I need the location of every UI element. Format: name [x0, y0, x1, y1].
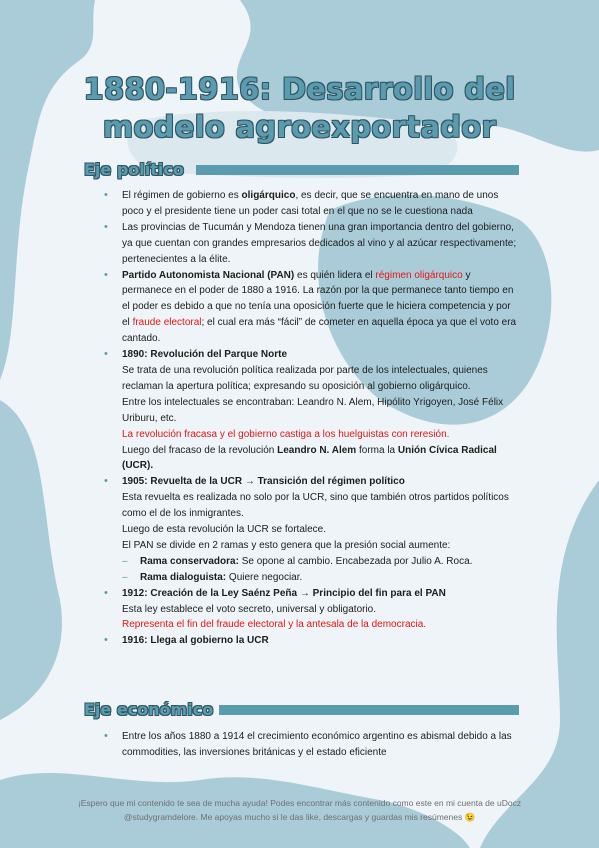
list-item: • Entre los años 1880 a 1914 el crecimiento económico argentino es abismal debido a las commodities, las inversiones británicas y el estado eficiente [104, 730, 512, 758]
section-divider-bar [196, 165, 519, 175]
political-content [104, 188, 519, 649]
section-header-economic [84, 698, 519, 722]
economic-content [104, 729, 519, 761]
bullet-icon: • [104, 348, 108, 361]
list-item: • Las provincias de Tucumán y Mendoza tienen una gran importancia dentro del gobierno, ya que cuentan con grandes empresarios dedicados al vino y al azúcar respectivamente; pertenecientes a la élite. [104, 220, 517, 265]
list-item: • 1905: Revuelta de la UCR → Transición del régimen político Esta revuelta es realizada no solo por la UCR, sino que también otros partidos políticos como el de los inmigrantes. Luego de esta revolución la UCR se fortalece. El PAN se divide en 2 ramas y esto genera que la presión social aumente: – Rama conservadora: Se opone al cambio. Encabezada por Julio A. Roca. – Rama dialoguista: Quiere negociar. [104, 474, 519, 585]
list-item: • 1912: Creación de la Ley Saénz Peña → Principio del fin para el PAN Esta ley establece el voto secreto, universal y obligatorio. Representa el fin del fraude electoral y la antesala de la democracia. [104, 586, 446, 631]
event-heading: 1905: Revuelta de la UCR → Transición del régimen político [122, 476, 405, 488]
title-line-1: 1880-1916: Desarrollo del [83, 72, 516, 106]
bullet-icon: • [104, 189, 108, 201]
list-item [104, 633, 519, 649]
event-heading: 1916: Llega al gobierno la UCR [122, 635, 269, 647]
event-heading: 1912: Creación de la Ley Saénz Peña → Principio del fin para el PAN [122, 587, 446, 599]
bullet-icon: • [104, 268, 108, 281]
footer-line-1: ¡Espero que mi contenido te sea de mucha ayuda! Podes encontrar más contenido como este en mi cuenta de uDocz [77, 798, 522, 808]
dash-icon: – [122, 555, 128, 567]
bullet-icon: • [104, 220, 108, 233]
sub-list-item: – Rama dialoguista: Quiere negociar. [122, 570, 519, 586]
sub-list [122, 554, 519, 586]
title-line-2: modelo agroexportador [102, 110, 497, 144]
section-divider-bar [219, 705, 519, 715]
page-title [40, 70, 559, 146]
list-item: • El régimen de gobierno es oligárquico, es decir, que se encuentra en mano de unos poco y el presidente tiene un poder casi total en el que no se le cuestiona nada [104, 189, 499, 217]
bullet-icon: • [104, 586, 108, 599]
event-heading: 1890: Revolución del Parque Norte [122, 349, 288, 361]
bullet-icon: • [104, 730, 108, 742]
section-header-political [84, 158, 519, 182]
dash-icon: – [122, 571, 128, 583]
footer-note [40, 796, 559, 824]
list-item: • Partido Autonomista Nacional (PAN) es quién lidera el régimen oligárquico y permanece en el poder de 1880 a 1916. La razón por la que permanece tanto tiempo en el poder es debido a que no tenía una oposición fuerte que le hiciera competencia y por el fraude electoral; el cual era más “fácil” de cometer en aquella época ya que el voto era cantado. [104, 268, 517, 345]
bullet-icon: • [104, 634, 108, 647]
footer-line-2: @studygramdelore. Me apoyas mucho si le das like, descargas y guardas mis resúmenes 😉 [123, 812, 476, 822]
bullet-icon: • [104, 475, 108, 488]
sub-list-item: – Rama conservadora: Se opone al cambio. Encabezada por Julio A. Roca. [122, 554, 519, 570]
list-item: • 1890: Revolución del Parque Norte Se trata de una revolución política realizada por parte de los intelectuales, quienes reclaman la apertura política; expresando su oposición al gobierno oligárquico. Entre los intelectuales se encontraban: Leandro N. Alem, Hipólito Yrigoyen, José Félix Uriburu, etc. La revolución fracasa y el gobierno castiga a los huelguistas con reresión. Luego del fracaso de la revolución Leandro N. Alem forma la Unión Cívica Radical (UCR). [104, 348, 504, 472]
section-title-political: Eje político [84, 160, 184, 179]
section-title-economic: Eje económico [84, 700, 214, 719]
